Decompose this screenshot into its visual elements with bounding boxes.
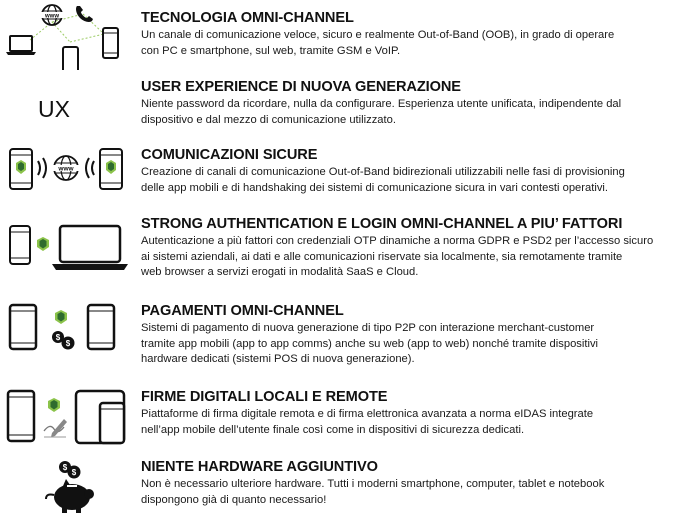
description-line: delle app mobili e di handshaking dei sistemi di comunicazione sicura in vari contesti operativi. (141, 181, 609, 194)
smartphone-icon (10, 305, 36, 349)
smartphone-icon (10, 226, 30, 264)
description-line: Autenticazione a più fattori con credenziali OTP dinamiche a norma GDPR e PSD2 per l’accesso sicuro (141, 235, 654, 247)
smartphone-icon (88, 305, 114, 349)
feature-text (141, 79, 681, 128)
feature-text (141, 216, 681, 281)
piggy-bank-icon (46, 479, 94, 513)
description-line: con PC e smartphone, sul web, tramite GSM e VoIP. (141, 44, 401, 57)
smartphone-icon (10, 149, 32, 189)
feature-title: PAGAMENTI OMNI-CHANNEL (141, 303, 344, 319)
description-line: dispositivo e dal mezzo di comunicazione utilizzato. (141, 113, 396, 126)
smartphone-icon (8, 391, 34, 441)
signature-pen-icon (44, 419, 67, 437)
feature-description (141, 407, 681, 438)
feature-text (141, 303, 681, 368)
description-line: hardware dedicati (sistemi POS di nuova generazione). (141, 353, 415, 365)
telephone-handset-icon (76, 6, 93, 22)
description-line: nell’app mobile dell’utente finale così come in dispositivi di sicurezza dedicati. (141, 423, 525, 436)
description-line: Non è necessario ulteriore hardware. Tutti i moderni smartphone, computer, tablet e notebook (141, 478, 605, 490)
svg-text:www: www (44, 13, 60, 20)
smartphone-icon (63, 47, 78, 70)
description-line: Un canale di comunicazione veloce, sicuro e realmente Out-of-Band (OOB), in grado di operare (141, 29, 615, 41)
smartphone-small-icon (103, 28, 118, 58)
digital-signatures-illustration (0, 389, 132, 459)
feature-text (141, 147, 681, 196)
description-line: Niente password da ricordare, nulla da configurare. Esperienza utente unificata, indipendente dal (141, 98, 622, 110)
feature-digital-signatures-icons (0, 389, 132, 459)
feature-secure-communications-icons (0, 147, 132, 217)
no-hardware-illustration (0, 459, 132, 529)
feature-description (141, 97, 681, 128)
description-line: Piattaforme di firma digitale remota e di firma elettronica avanzata a norma eIDAS integrate (141, 408, 594, 420)
feature-text (141, 459, 681, 508)
feature-omni-channel-icons (0, 0, 132, 70)
laptop-icon (52, 226, 128, 270)
dollar-coins-icon (59, 461, 81, 479)
description-line: Sistemi di pagamento di nuova generazione di tipo P2P con interazione merchant-customer (141, 322, 595, 334)
feature-payments-icons (0, 303, 132, 373)
feature-strong-authentication-icons (0, 216, 132, 286)
feature-description (141, 477, 681, 508)
feature-no-hardware-icons (0, 459, 132, 529)
svg-text:$: $ (62, 463, 68, 472)
svg-text:$: $ (65, 339, 71, 348)
feature-description (141, 165, 681, 196)
shield-logo-icon (48, 398, 60, 412)
description-line: dispongono già di quanto necessario! (141, 493, 327, 506)
description-line: web browser a servizi erogati in modalità SaaS e Cloud. (141, 266, 419, 278)
feature-text (141, 389, 681, 438)
ux-label-icon: UX (38, 96, 70, 122)
feature-user-experience-icons (0, 78, 132, 148)
description-line: ai sistemi aziendali, ai dati e alle comunicazioni riservate sia localmente, sia remotamente tramite (141, 250, 623, 263)
feature-text (141, 10, 681, 59)
shield-logo-icon (37, 237, 49, 251)
payments-illustration (0, 303, 132, 373)
omni-channel-illustration (0, 0, 132, 70)
description-line: Creazione di canali di comunicazione Out-of-Band bidirezionali utilizzabili nelle fasi di provisioning (141, 166, 625, 178)
feature-description (141, 234, 681, 281)
feature-title: USER EXPERIENCE DI NUOVA GENERAZIONE (141, 79, 461, 95)
dollar-coins-icon (52, 331, 75, 350)
svg-text:$: $ (55, 333, 61, 342)
description-line: tramite app mobili (app to app comms) anche su web (app to web) nonché tramite dispositivi (141, 337, 599, 350)
svg-text:$: $ (71, 468, 77, 477)
strong-authentication-illustration (0, 216, 132, 286)
smartphone-icon (100, 149, 122, 189)
shield-logo-icon (55, 310, 67, 324)
feature-description (141, 321, 681, 368)
svg-text:www: www (58, 165, 74, 173)
feature-title: TECNOLOGIA OMNI-CHANNEL (141, 10, 354, 26)
globe-www-icon (53, 156, 79, 180)
feature-title: STRONG AUTHENTICATION E LOGIN OMNI-CHANNEL A PIU’ FATTORI (141, 216, 623, 232)
feature-title: FIRME DIGITALI LOCALI E REMOTE (141, 389, 388, 405)
smartphone-icon (100, 403, 124, 443)
feature-description (141, 28, 681, 59)
feature-title: COMUNICAZIONI SICURE (141, 147, 318, 163)
feature-title: NIENTE HARDWARE AGGIUNTIVO (141, 459, 378, 475)
laptop-icon (6, 36, 36, 55)
secure-communications-illustration (0, 147, 132, 217)
